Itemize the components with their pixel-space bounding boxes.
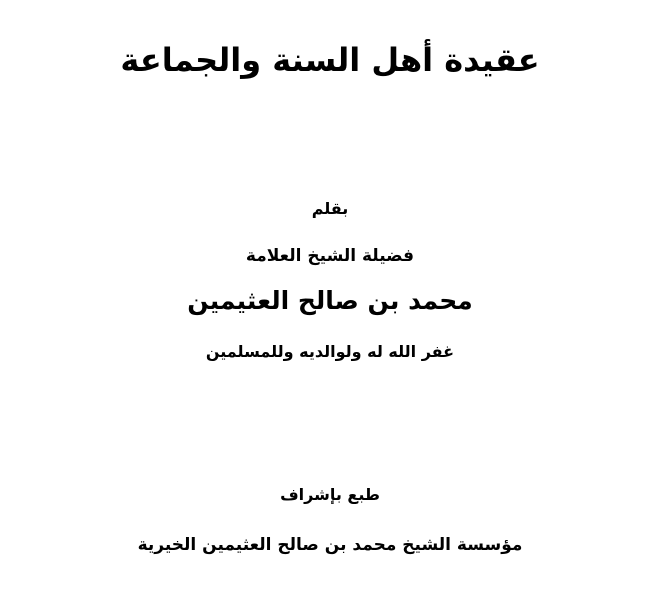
printed-by-label: طبع بإشراف — [280, 485, 380, 504]
author-name: محمد بن صالح العثيمين — [187, 286, 473, 315]
by-pen-label: بقلم — [311, 199, 349, 218]
publisher-foundation: مؤسسة الشيخ محمد بن صالح العثيمين الخيرية — [137, 535, 523, 555]
supplication-line: غفر الله له ولوالديه وللمسلمين — [205, 342, 455, 361]
book-title: عقيدة أهل السنة والجماعة — [120, 41, 540, 79]
author-honorific: فضيلة الشيخ العلامة — [245, 246, 415, 266]
